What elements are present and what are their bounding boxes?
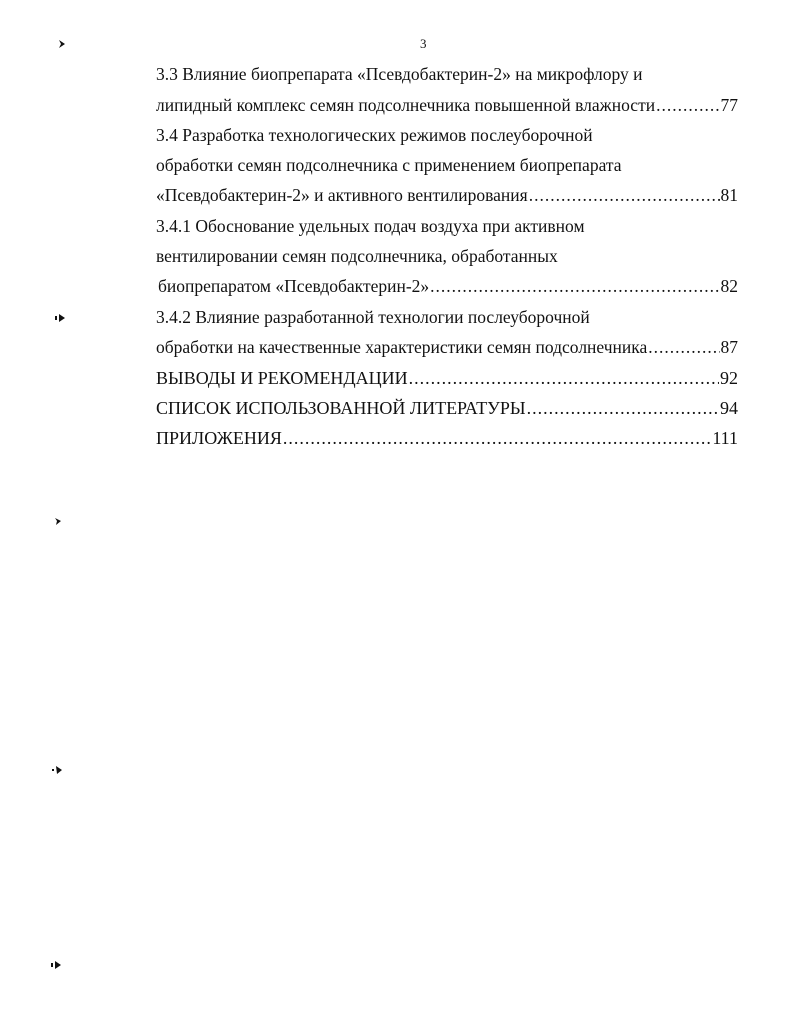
toc-page-number: 87 <box>720 337 738 357</box>
binder-hole-icon <box>51 960 61 970</box>
page-number: 3 <box>420 36 427 51</box>
leader-dots <box>430 274 719 298</box>
toc-entry-3-4-line-1: 3.4 Разработка технологических режимов послеуборочной <box>156 125 593 145</box>
leader-dots <box>283 426 711 450</box>
binder-hole-icon <box>53 516 63 526</box>
toc-page-number: 111 <box>712 428 738 448</box>
toc-entry-3-4-1-line-1: 3.4.1 Обоснование удельных подач воздуха при активном <box>156 216 585 236</box>
toc-entry-3-4-2-line-1: 3.4.2 Влияние разработанной технологии послеуборочной <box>156 307 590 327</box>
toc-page-number: 92 <box>720 368 738 388</box>
toc-page-number: 77 <box>720 95 738 115</box>
binder-hole-icon <box>57 39 67 49</box>
toc-entry-3-4-2-line-2: обработки на качественные характеристики семян подсолнечника ..... 87 <box>156 335 738 359</box>
leader-dots <box>527 396 719 420</box>
toc-entry-3-4-line-2: обработки семян подсолнечника с применением биопрепарата <box>156 155 622 175</box>
toc-page-number: 81 <box>720 185 738 205</box>
binder-hole-icon <box>55 313 65 323</box>
toc-entry-3-4-1-line-2: вентилировании семян подсолнечника, обработанных <box>156 246 558 266</box>
leader-dots <box>656 93 719 117</box>
leader-dots <box>648 335 719 359</box>
leader-dots <box>529 183 720 207</box>
toc-entry-3-3-line-2: липидный комплекс семян подсолнечника повышенной влажности ..... 77 <box>156 93 738 117</box>
toc-entry-3-4-line-3: «Псевдобактерин-2» и активного вентилирования ..... 81 <box>156 183 738 207</box>
toc-entry-3-3-line-1: 3.3 Влияние биопрепарата «Псевдобактерин-2» на микрофлору и <box>156 64 643 84</box>
toc-entry-appendices: ПРИЛОЖЕНИЯ ..... 111 <box>156 426 738 450</box>
toc-entry-references: СПИСОК ИСПОЛЬЗОВАННОЙ ЛИТЕРАТУРЫ ..... 94 <box>156 396 738 420</box>
toc-page-number: 82 <box>720 276 738 296</box>
toc-entry-3-4-1-line-3: биопрепаратом «Псевдобактерин-2» ..... 82 <box>158 274 738 298</box>
binder-hole-icon <box>52 765 62 775</box>
toc-entry-conclusions: ВЫВОДЫ И РЕКОМЕНДАЦИИ ..... 92 <box>156 366 738 390</box>
leader-dots <box>409 366 719 390</box>
toc-page-number: 94 <box>720 398 738 418</box>
